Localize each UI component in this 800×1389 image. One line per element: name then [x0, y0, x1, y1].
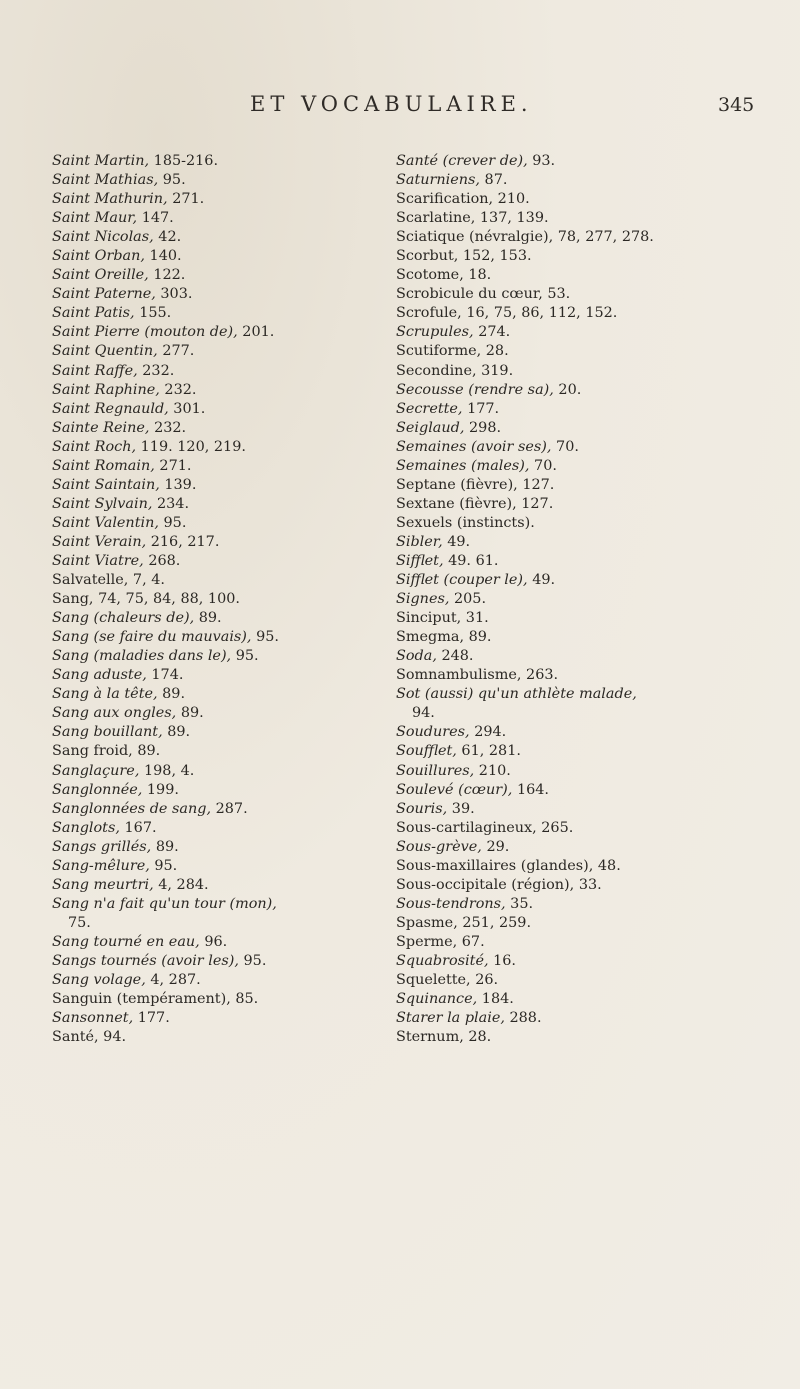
index-entry	[52, 838, 447, 857]
entry-headword: Sous-grève,	[396, 838, 482, 855]
entry-page-refs: 287.	[211, 800, 248, 817]
entry-headword: Sang à la tête,	[52, 686, 158, 703]
entry-page-refs: 94.	[98, 1029, 127, 1046]
entry-page-refs: 177.	[133, 1010, 170, 1027]
entry-headword: Sang volage,	[52, 972, 146, 989]
entry-headword: Squelette,	[396, 972, 471, 989]
index-entry	[52, 209, 447, 228]
index-entry	[396, 266, 796, 285]
index-entry	[396, 247, 796, 266]
entry-page-refs: 89.	[162, 724, 191, 741]
index-entry	[52, 762, 447, 781]
entry-page-refs: 232.	[137, 362, 175, 379]
entry-headword: Sous-tendrons,	[396, 895, 506, 912]
entry-headword: Somnambulisme,	[396, 667, 522, 684]
entry-page-refs: 164.	[512, 781, 549, 798]
index-entry	[52, 895, 447, 914]
index-entry	[52, 419, 447, 438]
entry-headword: Sang,	[52, 591, 94, 608]
index-entry	[396, 285, 796, 304]
index-entry	[396, 609, 796, 628]
entry-page-refs: 268.	[143, 552, 181, 569]
entry-page-refs: 301.	[168, 400, 206, 417]
entry-page-refs: 26.	[470, 972, 499, 989]
entry-headword: Saint Regnauld,	[52, 400, 169, 417]
index-entry	[396, 362, 796, 381]
index-entry	[396, 571, 796, 590]
entry-headword: Squabrosité,	[396, 952, 489, 969]
entry-headword: Saint Roch,	[52, 438, 137, 455]
index-entry	[396, 514, 796, 533]
index-entry	[396, 476, 796, 495]
index-entry	[396, 781, 796, 800]
index-entry	[52, 857, 447, 876]
entry-page-refs: 95.	[158, 514, 187, 531]
entry-page-refs: 271.	[154, 457, 192, 474]
entry-page-refs: 33.	[574, 876, 602, 893]
entry-headword: Saint Viatre,	[52, 552, 144, 569]
index-entry	[396, 647, 796, 666]
entry-headword: Saint Romain,	[52, 457, 155, 474]
index-entry	[52, 171, 447, 190]
entry-page-refs: 185-216.	[149, 153, 219, 169]
index-entry	[396, 419, 796, 438]
index-entry	[52, 495, 447, 514]
index-entry	[396, 342, 796, 361]
entry-headword: Saint Pierre (mouton de),	[52, 324, 238, 341]
entry-headword: Semaines (males),	[396, 457, 530, 474]
entry-headword: Sot (aussi) qu'un athlète malade,	[396, 686, 637, 703]
index-entry	[396, 171, 796, 190]
index-entry	[52, 381, 447, 400]
index-entry	[52, 647, 447, 666]
entry-page-refs: 177.	[462, 400, 500, 417]
index-entry	[396, 876, 796, 895]
entry-headword: Sinciput,	[396, 610, 462, 627]
entry-headword: Signes,	[396, 591, 450, 608]
entry-page-refs: 277.	[157, 343, 195, 360]
entry-headword: Sanglonnée,	[52, 781, 143, 798]
entry-page-refs: 216, 217.	[146, 533, 220, 550]
entry-headword: Saint Maur,	[52, 210, 138, 227]
entry-page-refs: 319.	[476, 362, 514, 379]
index-entry	[396, 533, 796, 552]
index-entry	[52, 285, 447, 304]
entry-page-refs: 67.	[457, 933, 485, 950]
index-entry	[396, 819, 796, 838]
entry-page-refs: 201.	[237, 324, 275, 341]
index-entry	[52, 1028, 447, 1047]
entry-page-refs: 48.	[593, 857, 621, 874]
entry-page-refs: 234.	[152, 495, 190, 512]
entry-page-refs: 89.	[464, 629, 492, 646]
entry-page-refs: 35.	[505, 895, 534, 912]
index-entry	[396, 323, 796, 342]
index-entry	[52, 628, 447, 647]
entry-headword: Santé,	[52, 1029, 99, 1046]
entry-page-refs: 122.	[148, 267, 186, 284]
entry-headword: Sang n'a fait qu'un tour (mon),	[52, 895, 277, 912]
index-entry	[396, 857, 796, 876]
index-entry	[396, 552, 796, 571]
entry-page-refs: 49. 61.	[443, 552, 499, 569]
index-entry	[396, 304, 796, 323]
entry-page-refs: 49.	[527, 572, 556, 589]
index-entry	[396, 971, 796, 990]
index-entry	[396, 704, 796, 723]
header-title: ET VOCABULAIRE.	[250, 92, 533, 116]
entry-page-refs: 205.	[449, 591, 487, 608]
index-entry	[52, 457, 447, 476]
entry-page-refs: 155.	[134, 305, 172, 322]
entry-headword: Scarlatine,	[396, 210, 476, 227]
index-entry	[52, 266, 447, 285]
entry-headword: Sang aduste,	[52, 667, 147, 684]
index-entry	[52, 723, 447, 742]
entry-headword: Sang froid,	[52, 743, 133, 760]
index-entry	[396, 228, 796, 247]
entry-headword: Saint Nicolas,	[52, 229, 154, 246]
index-entry	[52, 666, 447, 685]
index-entry	[396, 762, 796, 781]
index-entry	[396, 400, 796, 419]
entry-page-refs: 95.	[231, 648, 259, 665]
index-entry	[52, 190, 447, 209]
entry-page-refs: 89.	[151, 838, 179, 855]
entry-page-refs: 74, 75, 84, 88, 100.	[93, 591, 240, 608]
entry-headword: Squinance,	[396, 991, 478, 1008]
index-entry	[52, 742, 447, 761]
entry-headword: Septane (fièvre),	[396, 476, 518, 493]
index-entry	[52, 304, 447, 323]
index-entry	[52, 514, 447, 533]
index-entry	[396, 495, 796, 514]
entry-headword: Smegma,	[396, 629, 465, 646]
entry-headword: Saint Sylvain,	[52, 495, 153, 512]
entry-page-refs: 61, 281.	[456, 743, 521, 760]
entry-page-refs: 39.	[447, 800, 475, 817]
entry-page-refs: 263.	[521, 667, 559, 684]
entry-headword: Souris,	[396, 800, 448, 817]
entry-page-refs: 232.	[159, 381, 197, 398]
entry-headword: Souillures,	[396, 762, 475, 779]
entry-page-refs: 199.	[142, 781, 179, 798]
index-entry	[396, 838, 796, 857]
index-entry	[52, 362, 447, 381]
entry-page-refs: 274.	[473, 324, 511, 341]
entry-headword: Soda,	[396, 648, 437, 665]
entry-page-refs: 7, 4.	[128, 572, 165, 589]
entry-page-refs: 96.	[199, 933, 228, 950]
index-entry	[396, 723, 796, 742]
entry-headword: Soudures,	[396, 724, 470, 741]
entry-headword: Sansonnet,	[52, 1010, 134, 1027]
entry-headword: Sangs tournés (avoir les),	[52, 952, 239, 969]
entry-headword: Sifflet,	[396, 552, 444, 569]
entry-page-refs: 232.	[149, 419, 187, 436]
entry-headword: Saint Quentin,	[52, 343, 158, 360]
index-entry	[52, 590, 450, 609]
entry-page-refs: 140.	[144, 248, 182, 265]
entry-page-refs: 4, 287.	[145, 972, 201, 989]
entry-page-refs: 95.	[158, 172, 186, 189]
index-entry	[52, 704, 447, 723]
entry-page-refs: 16.	[488, 952, 517, 969]
entry-page-refs: 93.	[527, 153, 556, 169]
entry-page-refs: 49.	[442, 533, 471, 550]
entry-headword: Sainte Reine,	[52, 419, 150, 436]
entry-headword: Scarification,	[396, 191, 494, 208]
entry-headword: Saint Raphine,	[52, 381, 160, 398]
entry-page-refs: 89.	[157, 686, 186, 703]
index-entry	[396, 152, 796, 171]
entry-page-refs: 89.	[176, 705, 204, 722]
entry-headword: Soufflet,	[396, 743, 457, 760]
index-entry	[396, 666, 796, 685]
index-column-right	[396, 152, 796, 1047]
entry-page-refs: 198, 4.	[139, 762, 195, 779]
entry-headword: Saint Orban,	[52, 248, 145, 265]
entry-headword: Saint Martin,	[52, 153, 150, 169]
index-entry	[52, 819, 447, 838]
index-entry	[396, 1028, 796, 1047]
entry-headword: Sang (se faire du mauvais),	[52, 629, 252, 646]
index-entry	[52, 552, 447, 571]
entry-page-refs: 167.	[119, 819, 157, 836]
index-entry	[52, 342, 447, 361]
entry-page-refs: 18.	[463, 267, 492, 284]
entry-headword: Sangs grillés,	[52, 838, 152, 855]
index-entry	[52, 152, 447, 171]
entry-headword: Saint Saintain,	[52, 476, 160, 493]
page-number: 345	[718, 94, 755, 116]
entry-page-refs: 147.	[137, 210, 174, 227]
entry-page-refs: 95.	[251, 629, 279, 646]
entry-page-refs: 210.	[474, 762, 511, 779]
index-entry	[396, 952, 796, 971]
entry-headword: Sang-mêlure,	[52, 857, 150, 874]
entry-headword: Sang bouillant,	[52, 724, 163, 741]
index-entry	[52, 1009, 447, 1028]
index-entry	[52, 914, 447, 933]
index-entry	[396, 381, 796, 400]
entry-page-refs: 70.	[551, 438, 579, 455]
entry-headword: Saint Paterne,	[52, 286, 156, 303]
entry-headword: Secrette,	[396, 400, 463, 417]
entry-page-refs: 53.	[542, 286, 571, 303]
entry-headword: Saint Valentin,	[52, 514, 159, 531]
entry-headword: Scutiforme,	[396, 343, 482, 360]
index-entry	[396, 742, 796, 761]
entry-headword: Sextane (fièvre),	[396, 495, 517, 512]
entry-page-refs: 89.	[194, 610, 222, 627]
index-entry	[396, 438, 796, 457]
entry-page-refs: 248.	[436, 648, 474, 665]
entry-page-refs: 298.	[464, 419, 502, 436]
entry-headword: Sternum,	[396, 1029, 464, 1046]
entry-headword: Saint Oreille,	[52, 267, 149, 284]
entry-page-refs: 127.	[517, 476, 555, 493]
index-entry	[52, 533, 447, 552]
index-entry	[52, 990, 447, 1009]
entry-headword: Saint Mathurin,	[52, 191, 168, 208]
index-entry	[52, 228, 447, 247]
entry-headword: Sous-cartilagineux,	[396, 819, 537, 836]
index-entry	[396, 1009, 796, 1028]
entry-headword: Starer la plaie,	[396, 1010, 505, 1027]
entry-headword: Seiglaud,	[396, 419, 465, 436]
entry-headword: Scrofule,	[396, 305, 462, 322]
entry-headword: Saint Verain,	[52, 533, 147, 550]
entry-headword: Sanglonnées de sang,	[52, 800, 212, 817]
entry-page-refs: 87.	[479, 172, 508, 189]
entry-page-refs: 137, 139.	[475, 210, 549, 227]
entry-page-refs: 4, 284.	[153, 876, 209, 893]
entry-headword: Sang tourné en eau,	[52, 933, 200, 950]
entry-page-refs: 210.	[493, 191, 530, 208]
index-entry	[52, 952, 447, 971]
entry-page-refs: 174.	[146, 667, 184, 684]
entry-headword: Sous-occipitale (région),	[396, 876, 575, 893]
entry-page-refs: 85.	[230, 991, 259, 1008]
index-entry	[52, 685, 447, 704]
entry-page-refs: 303.	[155, 286, 193, 303]
entry-page-refs: 139.	[159, 476, 197, 493]
index-entry	[52, 247, 447, 266]
entry-page-refs: 265.	[536, 819, 574, 836]
entry-page-refs: 184.	[477, 991, 514, 1008]
entry-headword: Sous-maxillaires (glandes),	[396, 857, 594, 874]
entry-page-refs: 119. 120, 219.	[136, 438, 246, 455]
index-entry	[52, 933, 447, 952]
entry-headword: Spasme,	[396, 914, 458, 931]
entry-headword: Semaines (avoir ses),	[396, 438, 552, 455]
entry-headword: Sanglaçure,	[52, 762, 140, 779]
index-entry	[396, 685, 796, 704]
entry-headword: Scotome,	[396, 267, 464, 284]
entry-page-refs: 31.	[461, 610, 489, 627]
entry-page-refs: 152, 153.	[458, 248, 532, 265]
entry-headword: Saint Patis,	[52, 305, 135, 322]
entry-headword: Sexuels (instincts).	[396, 514, 535, 531]
entry-headword: Sang aux ongles,	[52, 705, 177, 722]
index-entry	[52, 323, 447, 342]
index-entry	[52, 400, 447, 419]
entry-headword: Salvatelle,	[52, 572, 129, 589]
entry-page-refs: 20.	[553, 381, 582, 398]
index-column-left	[52, 152, 450, 1047]
index-entry	[396, 800, 796, 819]
entry-headword: Soulevé (cœur),	[396, 781, 513, 798]
entry-headword: Sang (chaleurs de),	[52, 610, 195, 627]
entry-headword: Sperme,	[396, 933, 458, 950]
running-header	[0, 92, 800, 122]
entry-headword: Sanglots,	[52, 819, 120, 836]
entry-headword: Sang meurtri,	[52, 876, 154, 893]
entry-page-refs: 89.	[132, 743, 161, 760]
entry-page-refs: 95.	[149, 857, 178, 874]
index-entry	[396, 209, 796, 228]
index-entry	[52, 438, 447, 457]
entry-headword: Scorbut,	[396, 248, 459, 265]
index-entry	[52, 781, 447, 800]
entry-headword: Secondine,	[396, 362, 477, 379]
index-entry	[396, 457, 796, 476]
entry-page-refs: 251, 259.	[457, 914, 532, 931]
index-entry	[396, 628, 796, 647]
index-entry	[52, 476, 447, 495]
entry-headword: Saturniens,	[396, 172, 480, 189]
index-entry	[396, 190, 796, 209]
entry-headword: Scrupules,	[396, 324, 474, 341]
entry-headword: Saint Raffe,	[52, 362, 138, 379]
entry-headword: Secousse (rendre sa),	[396, 381, 554, 398]
index-entry	[52, 800, 447, 819]
index-entry	[396, 590, 796, 609]
entry-page-refs: 75.	[68, 914, 91, 931]
entry-headword: Sciatique (névralgie),	[396, 229, 554, 246]
entry-page-refs: 70.	[529, 457, 557, 474]
entry-page-refs: 42.	[153, 229, 182, 246]
entry-page-refs: 294.	[469, 724, 507, 741]
index-entry	[52, 876, 447, 895]
entry-headword: Saint Mathias,	[52, 172, 159, 189]
index-entry	[396, 933, 796, 952]
index-entry	[52, 609, 447, 628]
entry-page-refs: 16, 75, 86, 112, 152.	[461, 305, 618, 322]
entry-page-refs: 28.	[481, 343, 509, 360]
entry-headword: Scrobicule du cœur,	[396, 286, 543, 303]
entry-page-refs: 94.	[412, 705, 435, 722]
entry-page-refs: 271.	[167, 191, 205, 208]
entry-headword: Santé (crever de),	[396, 153, 528, 169]
entry-headword: Sifflet (couper le),	[396, 572, 528, 589]
entry-page-refs: 127.	[516, 495, 554, 512]
index-entry	[396, 914, 796, 933]
entry-page-refs: 28.	[463, 1029, 492, 1046]
entry-headword: Sang (maladies dans le),	[52, 648, 232, 665]
index-entry	[52, 971, 447, 990]
entry-headword: Sibler,	[396, 533, 443, 550]
entry-page-refs: 288.	[504, 1010, 542, 1027]
entry-page-refs: 29.	[481, 838, 510, 855]
index-entry	[396, 990, 796, 1009]
entry-headword: Sanguin (tempérament),	[52, 991, 231, 1008]
entry-page-refs: 78, 277, 278.	[553, 229, 654, 246]
index-entry	[396, 895, 796, 914]
entry-page-refs: 95.	[238, 952, 267, 969]
index-entry	[52, 571, 447, 590]
